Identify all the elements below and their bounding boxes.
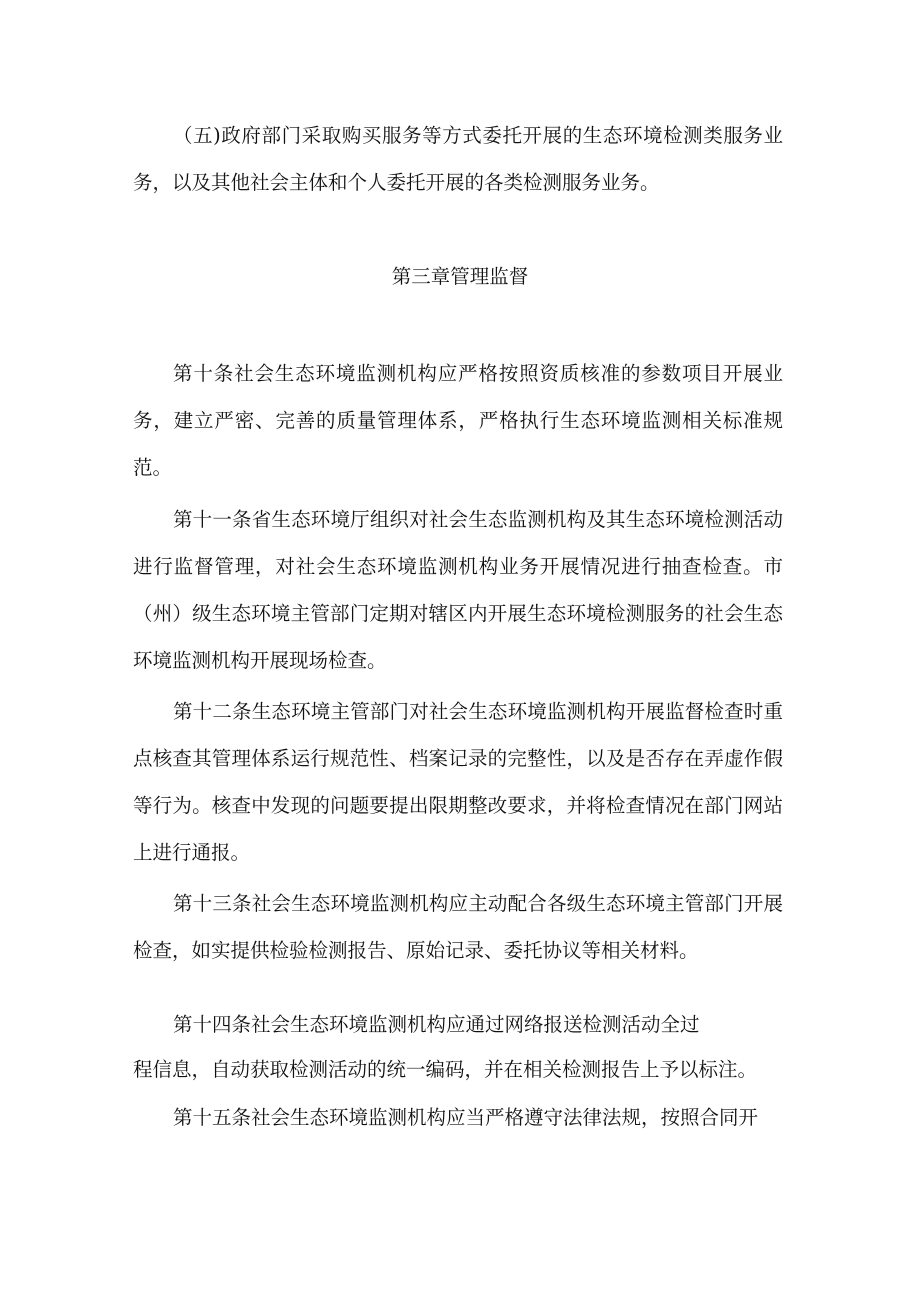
article-11: 第十一条省生态环境厅组织对社会生态监测机构及其生态环境检测活动进行监督管理，对社会生态环境监测机构业务开展情况进行抽查检查。市（州）级生态环境主管部门定期对辖区内开展生态环境检测服务的社会生态环境监测机构开展现场检查。 — [133, 508, 783, 672]
article-12: 第十二条生态环境主管部门对社会生态环境监测机构开展监督检查时重点核查其管理体系运行规范性、档案记录的完整性，以及是否存在弄虚作假等行为。核查中发现的问题要提出限期整改要求，并将检查情况在部门网站上进行通报。 — [133, 700, 783, 864]
article-10: 第十条社会生态环境监测机构应严格按照资质核准的参数项目开展业务，建立严密、完善的质量管理体系，严格执行生态环境监测相关标准规范。 — [133, 362, 783, 479]
article-14-line-2: 程信息，自动获取检测活动的统一编码，并在相关检测报告上予以标注。 — [133, 1058, 758, 1081]
article-13: 第十三条社会生态环境监测机构应主动配合各级生态环境主管部门开展检查，如实提供检验检测报告、原始记录、委托协议等相关材料。 — [133, 892, 783, 962]
chapter-title: 第三章管理监督 — [391, 265, 529, 288]
article-14-line-1: 第十四条社会生态环境监测机构应通过网络报送检测活动全过 — [173, 1013, 700, 1036]
article-15: 第十五条社会生态环境监测机构应当严格遵守法律法规，按照合同开 — [173, 1106, 759, 1129]
paragraph-item-5: （五)政府部门采取购买服务等方式委托开展的生态环境检测类服务业务，以及其他社会主体和个人委托开展的各类检测服务业务。 — [133, 124, 783, 194]
